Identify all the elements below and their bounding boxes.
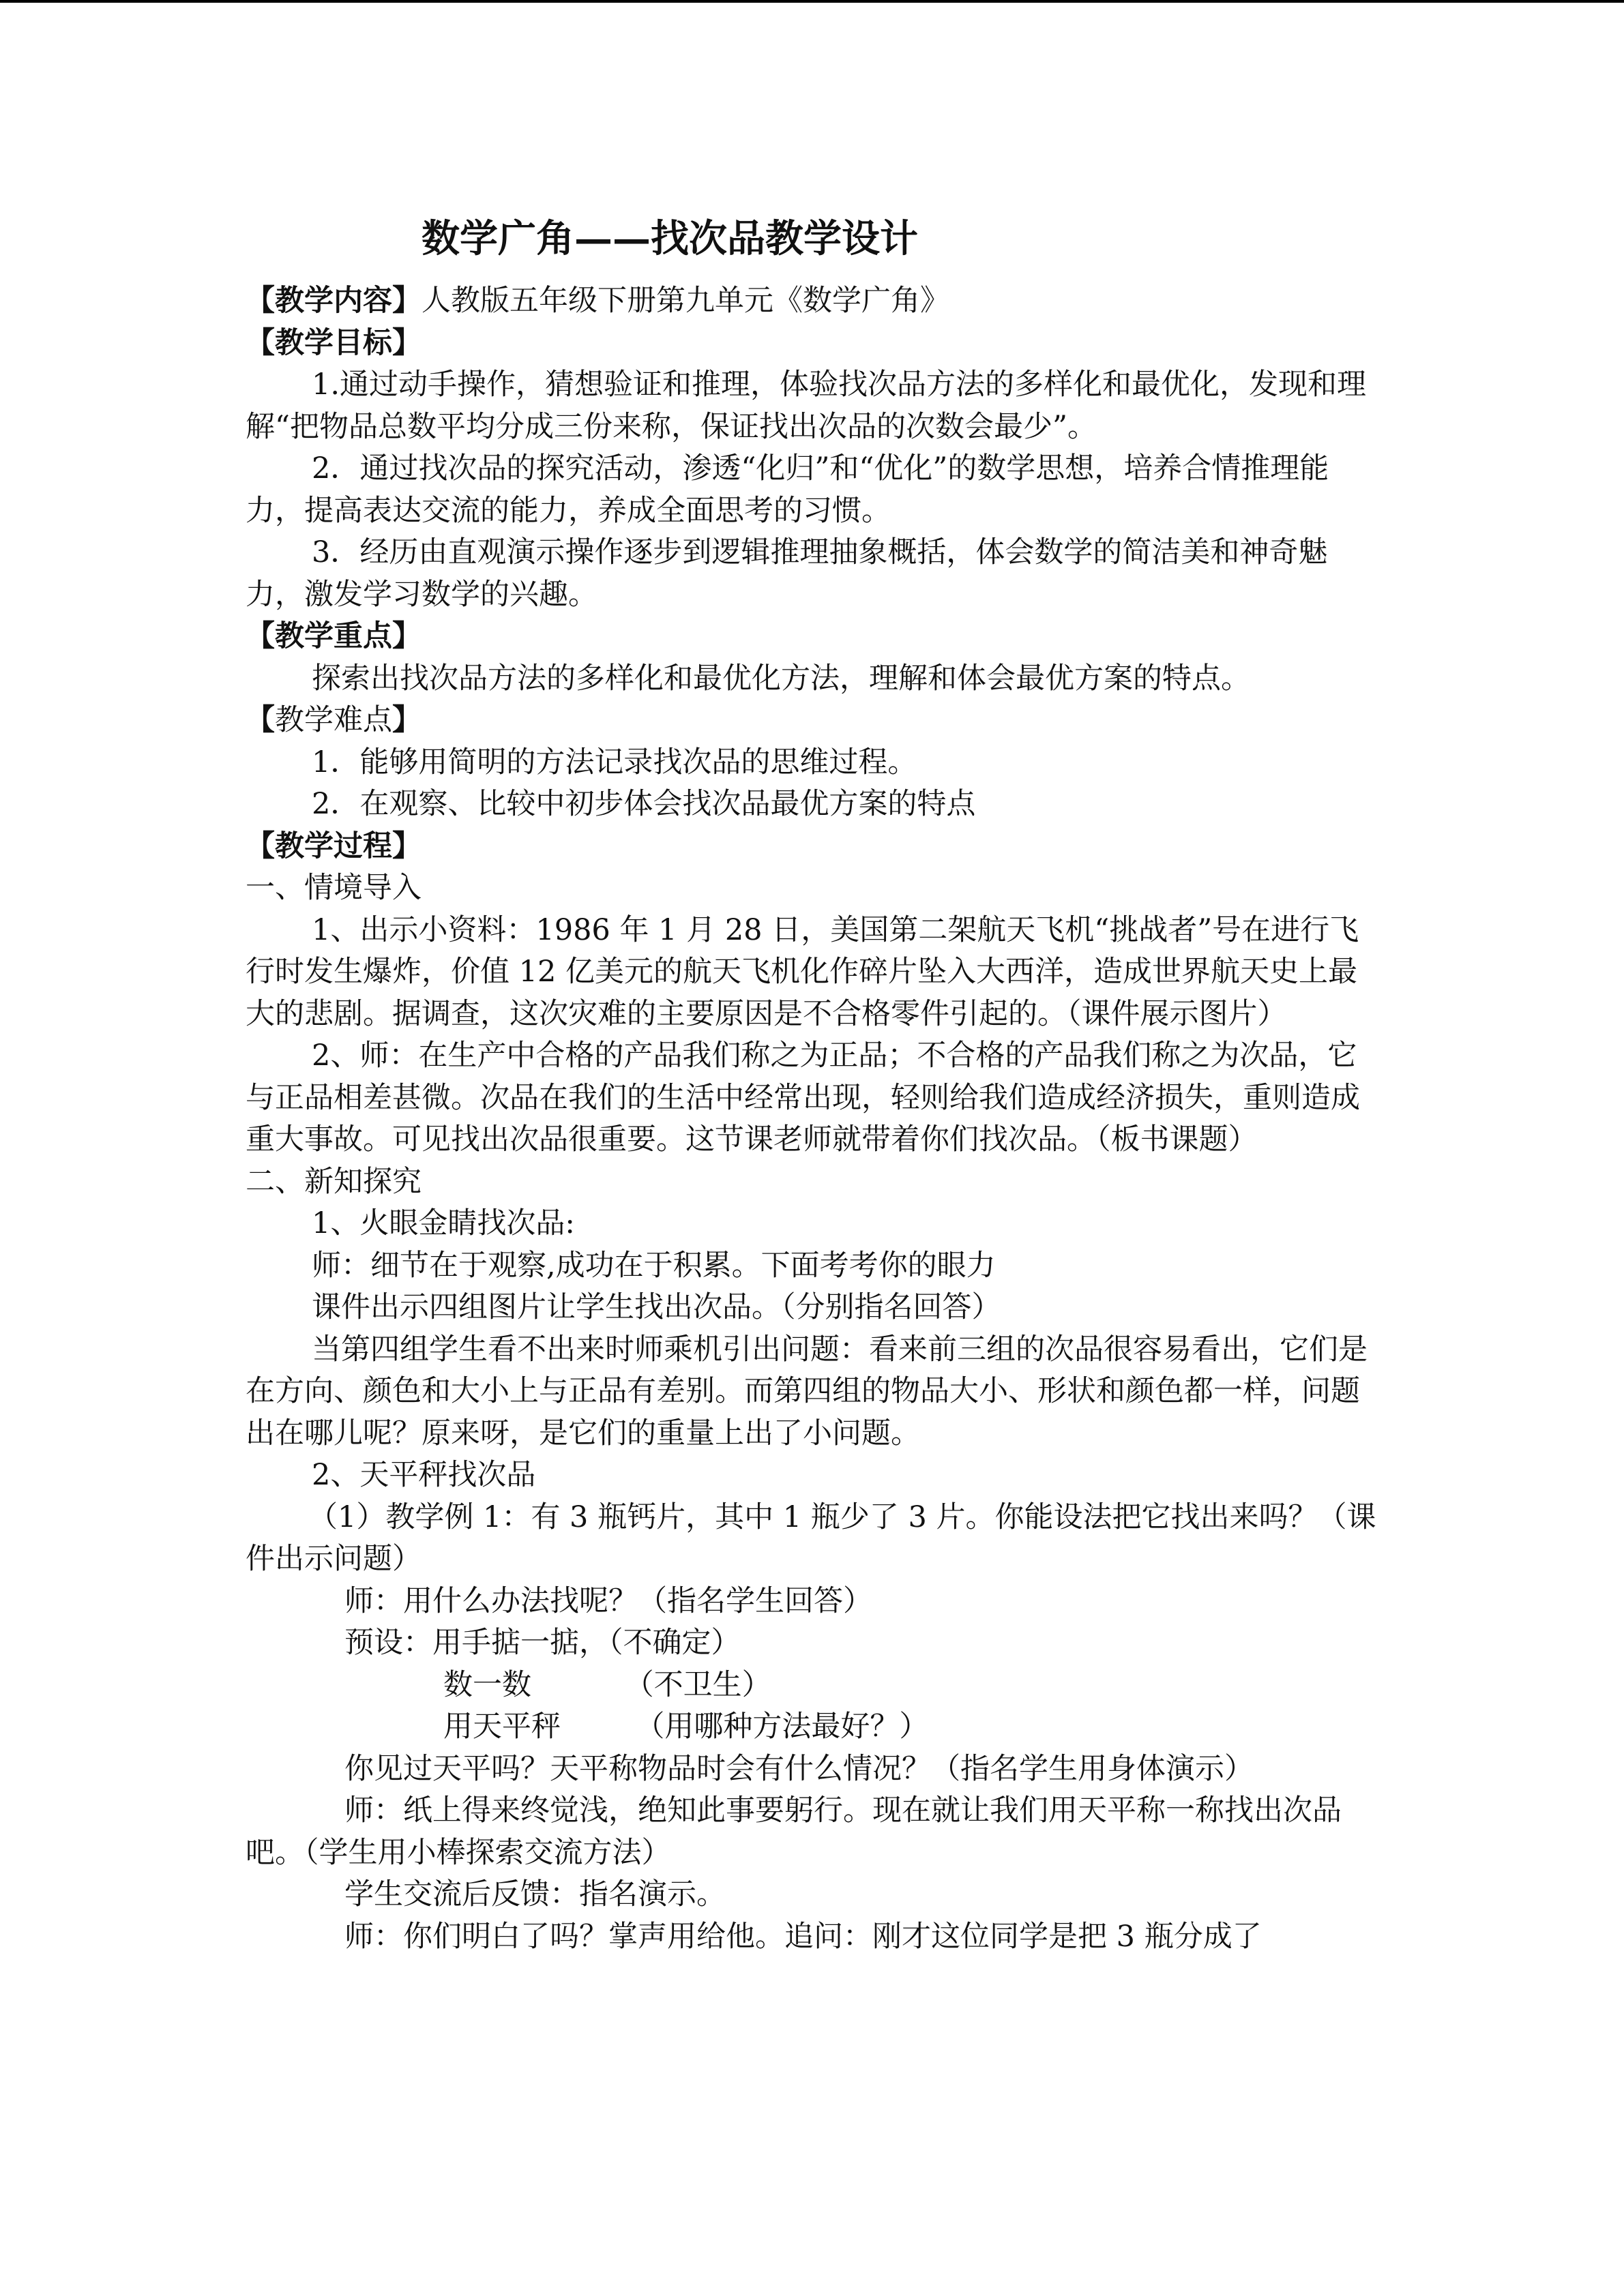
bracket-open: 【 xyxy=(246,284,275,318)
preset-line: 预设：用手掂一掂，（不确定） xyxy=(344,1626,741,1660)
section-key-points-label: 教学重点 xyxy=(275,619,392,653)
section-difficulties xyxy=(246,700,1378,742)
document-title: 数学广角——找次品教学设计 xyxy=(422,216,918,261)
balance-question: 你见过天平吗？天平称物品时会有什么情况？（指名学生用身体演示） xyxy=(344,1751,1254,1786)
teacher-question: 师：用什么办法找呢？（指名学生回答） xyxy=(344,1583,872,1618)
bracket-open: 【 xyxy=(246,703,275,737)
process-part2-sub1-para-1: 师：细节在于观察,成功在于积累。下面考考你的眼力 xyxy=(312,1248,996,1283)
process-part1-heading: 一、情境导入 xyxy=(246,871,422,905)
process-part2-sub1: 1、火眼金睛找次品: xyxy=(312,1206,575,1240)
bracket-close: 】 xyxy=(392,829,422,863)
bracket-open: 【 xyxy=(246,619,275,653)
bracket-close: 】 xyxy=(392,325,422,360)
bracket-close: 】 xyxy=(392,284,422,318)
section-content-value: 人教版五年级下册第九单元《数学广角》 xyxy=(422,284,949,318)
bracket-open: 【 xyxy=(246,829,275,863)
section-content-label: 教学内容 xyxy=(275,284,392,318)
section-process-label: 教学过程 xyxy=(275,829,392,863)
preset-option-count: 数一数 （不卫生） xyxy=(443,1667,771,1702)
section-goals xyxy=(246,323,1378,365)
document-page xyxy=(246,208,1378,1958)
section-difficulties-label: 教学难点 xyxy=(275,703,392,737)
teacher-statement-2: 师：纸上得来终觉浅，绝知此事要躬行。现在就让我们用天平称一称找出次品吧。（学生用小棒探索交流方法） xyxy=(246,1793,1342,1870)
process-part1-para-2: 2、师：在生产中合格的产品我们称之为正品；不合格的产品我们称之为次品，它与正品相差甚微。次品在我们的生活中经常出现，轻则给我们造成经济损失，重则造成重大事故。可见找出次品很重要。这节课老师就带着你们找次品。（板书课题） xyxy=(246,1039,1360,1157)
goal-item-3: 3．经历由直观演示操作逐步到逻辑推理抽象概括，体会数学的简洁美和神奇魅力，激发学习数学的兴趣。 xyxy=(246,535,1328,612)
student-feedback: 学生交流后反馈：指名演示。 xyxy=(344,1877,726,1911)
bracket-close: 】 xyxy=(392,619,422,653)
goal-item-2: 2．通过找次品的探究活动，渗透“化归”和“优化”的数学思想，培养合情推理能力，提高表达交流的能力，养成全面思考的习惯。 xyxy=(246,451,1329,528)
process-example-1: （1）教学例 1：有 3 瓶钙片，其中 1 瓶少了 3 片。你能设法把它找出来吗？（课件出示问题） xyxy=(246,1500,1376,1576)
goal-item-1: 1.通过动手操作，猜想验证和推理，体验找次品方法的多样化和最优化，发现和理解“把物品总数平均分成三份来称，保证找出次品的次数会最少”。 xyxy=(246,368,1367,444)
difficulty-item-1: 1．能够用简明的方法记录找次品的思维过程。 xyxy=(312,745,917,779)
difficulty-item-2: 2．在观察、比较中初步体会找次品最优方案的特点 xyxy=(312,787,976,821)
section-goals-label: 教学目标 xyxy=(275,325,392,360)
process-part2-sub1-para-2: 课件出示四组图片让学生找出次品。（分别指名回答） xyxy=(312,1290,1001,1324)
preset-option-balance: 用天平秤 （用哪种方法最好？） xyxy=(443,1710,929,1744)
bracket-close: 】 xyxy=(392,703,422,737)
teacher-statement-3: 师：你们明白了吗？掌声用给他。追问：刚才这位同学是把 3 瓶分成了 xyxy=(344,1919,1262,1954)
section-key-points xyxy=(246,616,1378,658)
process-part2-heading: 二、新知探究 xyxy=(246,1164,422,1199)
section-process xyxy=(246,826,1378,868)
process-part2-sub2: 2、天平秤找次品 xyxy=(312,1458,536,1492)
key-points-text: 探索出找次品方法的多样化和最优化方法，理解和体会最优方案的特点。 xyxy=(312,661,1250,696)
process-part2-sub1-para-3: 当第四组学生看不出来时师乘机引出问题：看来前三组的次品很容易看出，它们是在方向、颜色和大小上与正品有差别。而第四组的物品大小、形状和颜色都一样，问题出在哪儿呢？原来呀，是它们的重量上出了小问题。 xyxy=(246,1332,1368,1450)
top-border-line xyxy=(0,0,1624,3)
process-part1-para-1: 1、出示小资料：1986 年 1 月 28 日，美国第二架航天飞机“挑战者”号在进行飞行时发生爆炸，价值 12 亿美元的航天飞机化作碎片坠入大西洋，造成世界航天史上最大的悲剧。据调查，这次灾难的主要原因是不合格零件引起的。（课件展示图片） xyxy=(246,912,1359,1031)
section-content xyxy=(246,280,1378,323)
bracket-open: 【 xyxy=(246,325,275,360)
